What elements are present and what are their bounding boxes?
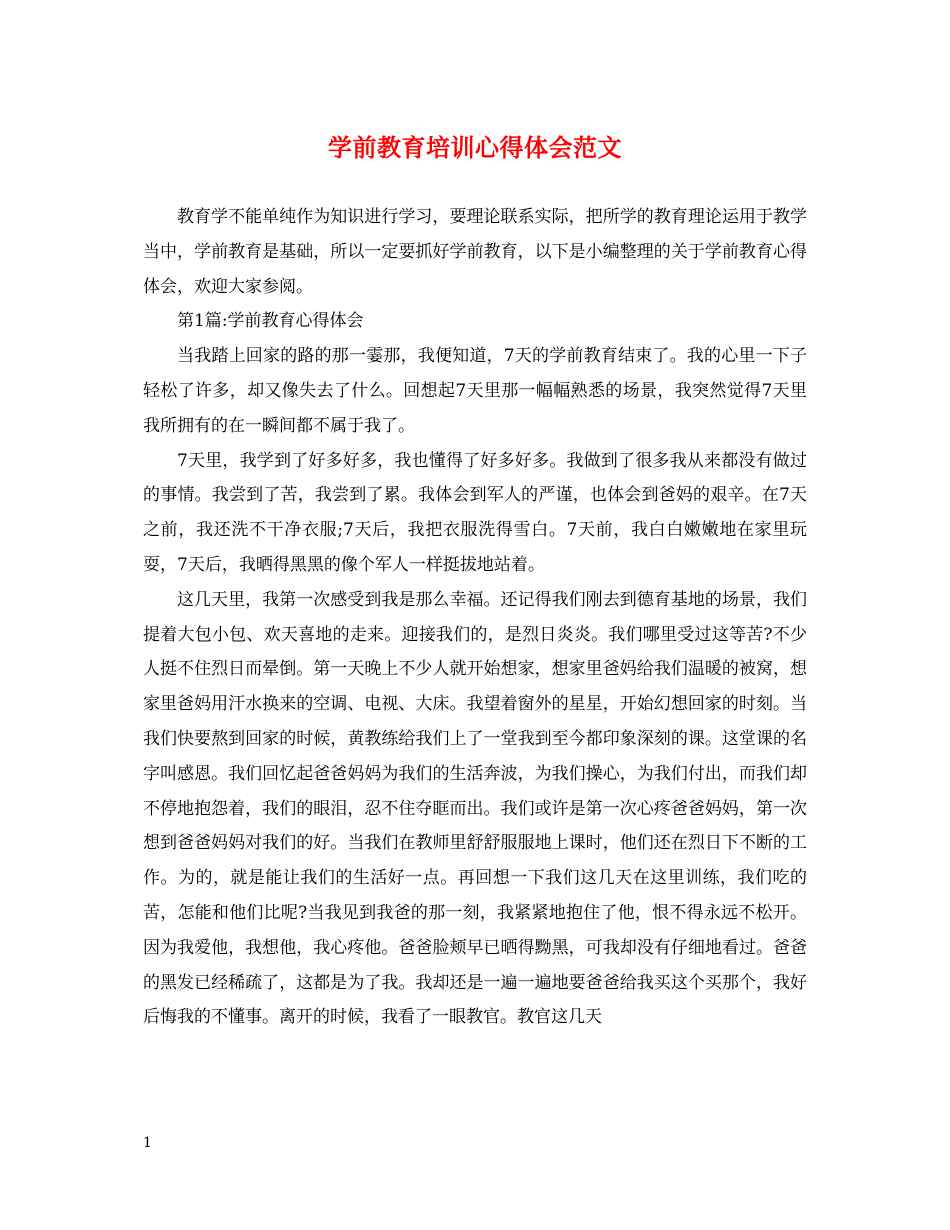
document-body bbox=[143, 200, 807, 1035]
document-title: 学前教育培训心得体会范文 bbox=[328, 133, 622, 162]
section-heading: 第1篇:学前教育心得体会 bbox=[177, 311, 364, 332]
body-paragraph: 这几天里，我第一次感受到我是那么幸福。还记得我们刚去到德育基地的场景，我们提着大包小包、欢天喜地的走来。迎接我们的，是烈日炎炎。我们哪里受过这等苦?不少人挺不住烈日而晕倒。第一天晚上不少人就开始想家，想家里爸妈给我们温暖的被窝，想家里爸妈用汗水换来的空调、电视、大床。我望着窗外的星星，开始幻想回家的时刻。当我们快要熬到回家的时候，黄教练给我们上了一堂我到至今都印象深刻的课。这堂课的名字叫感恩。我们回忆起爸爸妈妈为我们的生活奔波，为我们操心，为我们付出，而我们却不停地抱怨着，我们的眼泪，忍不住夺眶而出。我们或许是第一次心疼爸爸妈妈，第一次想到爸爸妈妈对我们的好。当我们在教师里舒舒服服地上课时，他们还在烈日下不断的工作。为的，就是能让我们的生活好一点。再回想一下我们这几天在这里训练，我们吃的苦，怎能和他们比呢?当我见到我爸的那一刻，我紧紧地抱住了他，恨不得永远不松开。因为我爱他，我想他，我心疼他。爸爸脸颊早已晒得黝黑，可我却没有仔细地看过。爸爸的黑发已经稀疏了，这都是为了我。我却还是一遍一遍地要爸爸给我买这个买那个，我好后悔我的不懂事。离开的时候，我看了一眼教官。教官这几天 bbox=[143, 589, 807, 1028]
intro-paragraph: 教育学不能单纯作为知识进行学习，要理论联系实际，把所学的教育理论运用于教学当中，学前教育是基础，所以一定要抓好学前教育，以下是小编整理的关于学前教育心得体会，欢迎大家参阅。 bbox=[143, 207, 807, 297]
body-paragraph: 7天里，我学到了好多好多，我也懂得了好多好多。我做到了很多我从来都没有做过的事情。我尝到了苦，我尝到了累。我体会到军人的严谨，也体会到爸妈的艰辛。在7天之前，我还洗不干净衣服;7天后，我把衣服洗得雪白。7天前，我白白嫩嫩地在家里玩耍，7天后，我晒得黑黑的像个军人一样挺拔地站着。 bbox=[143, 450, 807, 575]
body-paragraph: 当我踏上回家的路的那一霎那，我便知道，7天的学前教育结束了。我的心里一下子轻松了许多，却又像失去了什么。回想起7天里那一幅幅熟悉的场景，我突然觉得7天里我所拥有的在一瞬间都不属于我了。 bbox=[143, 346, 807, 436]
page-number: 1 bbox=[143, 1135, 152, 1151]
